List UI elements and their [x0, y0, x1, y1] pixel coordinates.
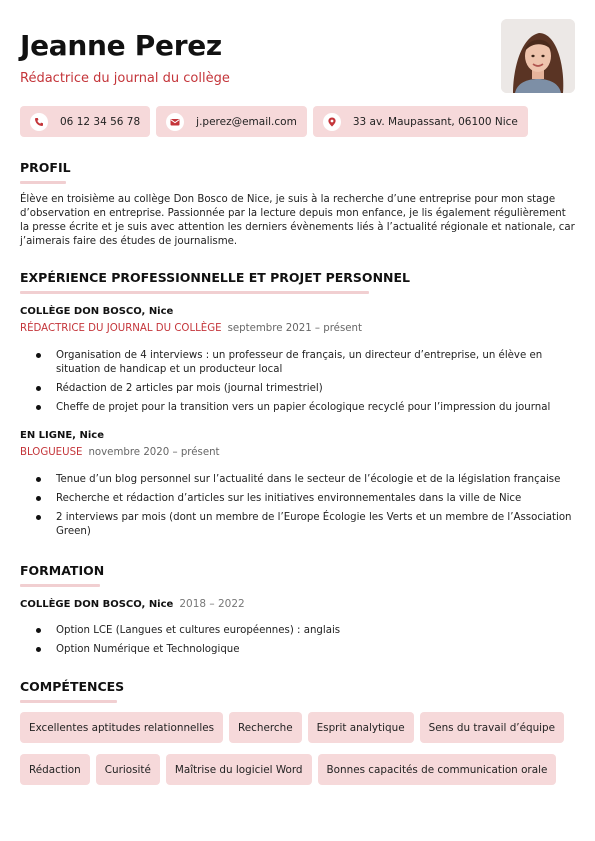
- school-dates: 2018 – 2022: [179, 598, 245, 610]
- experience-heading: EXPÉRIENCE PROFESSIONNELLE ET PROJET PERSONNEL: [20, 270, 410, 285]
- job-role: BLOGUEUSE: [20, 447, 83, 458]
- skill-tag: Sens du travail d’équipe: [420, 712, 564, 743]
- job-dates: novembre 2020 – présent: [88, 447, 220, 458]
- experience-underline: [20, 291, 369, 294]
- skill-tag: Recherche: [229, 712, 302, 743]
- skills-heading: COMPÉTENCES: [20, 679, 125, 694]
- list-item: Cheffe de projet pour la transition vers un papier écologique recyclé pour l’impression du journal: [56, 401, 576, 415]
- list-item: Option LCE (Langues et cultures européennes) : anglais: [56, 624, 576, 638]
- job-bullets: [56, 473, 576, 544]
- email-chip[interactable]: [156, 106, 307, 137]
- skill-tag: Curiosité: [96, 754, 160, 785]
- address-chip[interactable]: [313, 106, 528, 137]
- list-item: Organisation de 4 interviews : un professeur de français, un directeur d’entreprise, un élève en situation de handicap et un producteur local: [56, 349, 576, 377]
- skills-list: [20, 712, 580, 785]
- list-item: Tenue d’un blog personnel sur l’actualité dans le secteur de l’écologie et de la législation française: [56, 473, 576, 487]
- school-line: [20, 597, 245, 612]
- skill-tag: Rédaction: [20, 754, 90, 785]
- profile-underline: [20, 181, 66, 184]
- email-address: j.perez@email.com: [196, 115, 297, 128]
- list-item: 2 interviews par mois (dont un membre de l’Europe Écologie les Verts et un membre de l’Association Green): [56, 511, 576, 539]
- profile-photo: [501, 19, 575, 93]
- job-bullets: [56, 349, 576, 420]
- skill-tag: Bonnes capacités de communication orale: [318, 754, 557, 785]
- job-role-line: [20, 446, 220, 460]
- phone-icon: [30, 113, 48, 131]
- skill-tag: Maîtrise du logiciel Word: [166, 754, 312, 785]
- skill-tag: Excellentes aptitudes relationnelles: [20, 712, 223, 743]
- employer-name: EN LIGNE, Nice: [20, 430, 104, 441]
- education-underline: [20, 584, 100, 587]
- profile-heading: PROFIL: [20, 160, 71, 175]
- phone-chip[interactable]: [20, 106, 150, 137]
- skills-underline: [20, 700, 117, 703]
- education-heading: FORMATION: [20, 563, 105, 578]
- list-item: Recherche et rédaction d’articles sur les initiatives environnementales dans la ville de Nice: [56, 492, 576, 506]
- profile-text: Élève en troisième au collège Don Bosco de Nice, je suis à la recherche d’une entreprise pour mon stage d’observation en entreprise. Passionnée par la lecture depuis mon enfance, je lis également régulièrement la presse écrite et je suis avec attention les derniers évènements liés à l’actualité régionale et nationale, car j’aimerais faire des études de journalisme.: [20, 194, 575, 247]
- location-pin-icon: [323, 113, 341, 131]
- job-role: RÉDACTRICE DU JOURNAL DU COLLÈGE: [20, 323, 222, 334]
- list-item: Rédaction de 2 articles par mois (journal trimestriel): [56, 382, 576, 396]
- postal-address: 33 av. Maupassant, 06100 Nice: [352, 115, 518, 128]
- candidate-name: Jeanne Perez: [20, 29, 222, 62]
- phone-number: 06 12 34 56 78: [60, 115, 141, 128]
- education-bullets: [56, 624, 576, 662]
- job-dates: septembre 2021 – présent: [227, 323, 362, 334]
- list-item: Option Numérique et Technologique: [56, 643, 576, 657]
- school-name: COLLÈGE DON BOSCO, Nice: [20, 599, 174, 610]
- job-role-line: [20, 322, 362, 336]
- job-title: Rédactrice du journal du collège: [20, 71, 230, 86]
- email-icon: [166, 113, 184, 131]
- employer-name: COLLÈGE DON BOSCO, Nice: [20, 306, 174, 317]
- contact-bar: [20, 106, 528, 137]
- skill-tag: Esprit analytique: [308, 712, 414, 743]
- portrait-image: [501, 19, 575, 93]
